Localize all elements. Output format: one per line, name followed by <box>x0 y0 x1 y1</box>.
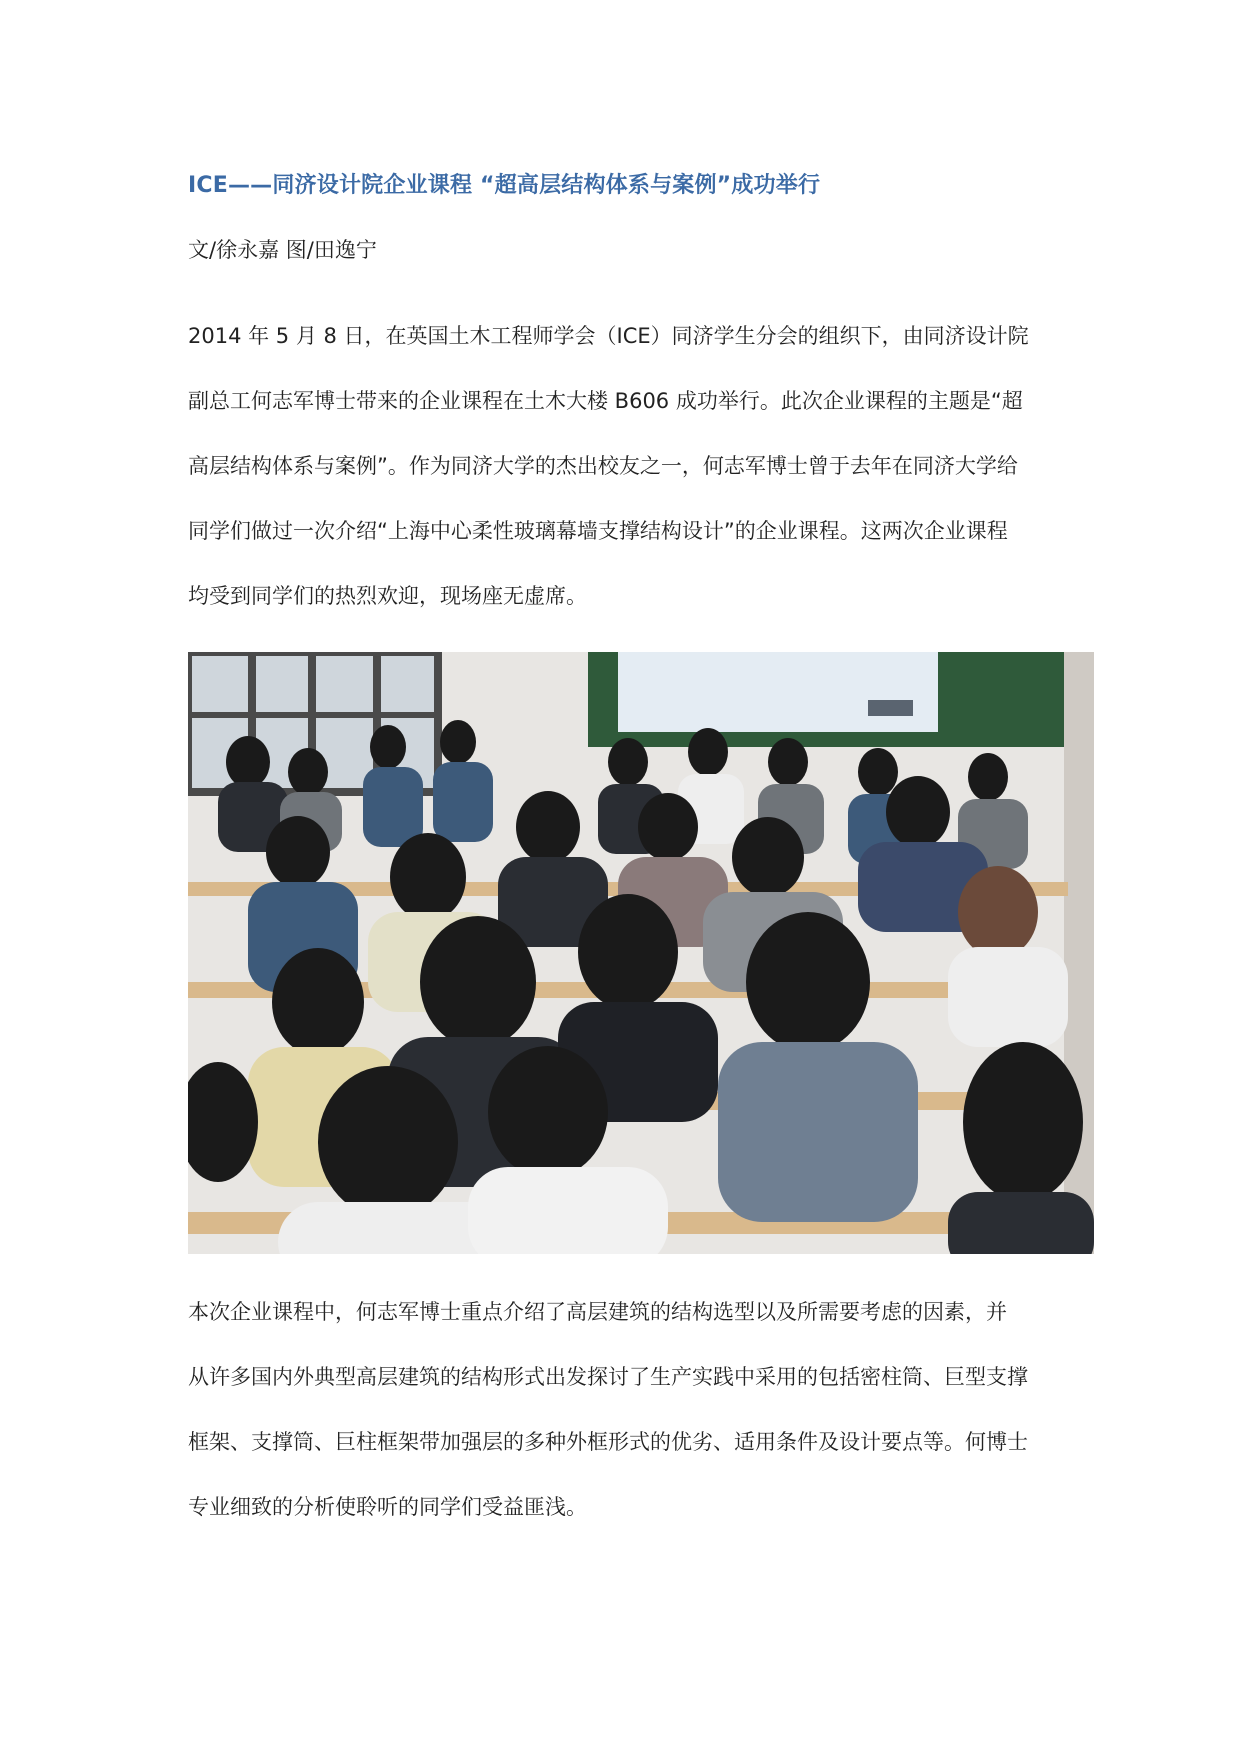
article-byline: 文/徐永嘉 图/田逸宁 <box>188 238 377 262</box>
projection-screen <box>618 652 938 732</box>
paragraph-line: 高层结构体系与案例”。作为同济大学的杰出校友之一，何志军博士曾于去年在同济大学给 <box>188 454 1018 478</box>
paragraph-line: 副总工何志军博士带来的企业课程在土木大楼 B606 成功举行。此次企业课程的主题是“超 <box>188 389 1023 413</box>
paragraph-line: 同学们做过一次介绍“上海中心柔性玻璃幕墙支撑结构设计”的企业课程。这两次企业课程 <box>188 519 1008 543</box>
paragraph-line: 本次企业课程中，何志军博士重点介绍了高层建筑的结构选型以及所需要考虑的因素，并 <box>188 1300 1007 1324</box>
classroom-illustration <box>188 652 1094 1254</box>
paragraph-line: 均受到同学们的热烈欢迎，现场座无虚席。 <box>188 584 587 608</box>
paragraph-line: 从许多国内外典型高层建筑的结构形式出发探讨了生产实践中采用的包括密柱筒、巨型支撑 <box>188 1365 1028 1389</box>
paragraph-summary <box>188 1294 1054 1554</box>
paragraph-line: 2014 年 5 月 8 日，在英国土木工程师学会（ICE）同济学生分会的组织下，由同济设计院 <box>188 324 1029 348</box>
paragraph-intro <box>188 318 1054 643</box>
classroom-photo <box>188 652 1094 1254</box>
paragraph-line: 专业细致的分析使聆听的同学们受益匪浅。 <box>188 1495 587 1519</box>
article-title: ICE——同济设计院企业课程 “超高层结构体系与案例”成功举行 <box>188 173 821 198</box>
paragraph-line: 框架、支撑筒、巨柱框架带加强层的多种外框形式的优劣、适用条件及设计要点等。何博士 <box>188 1430 1028 1454</box>
